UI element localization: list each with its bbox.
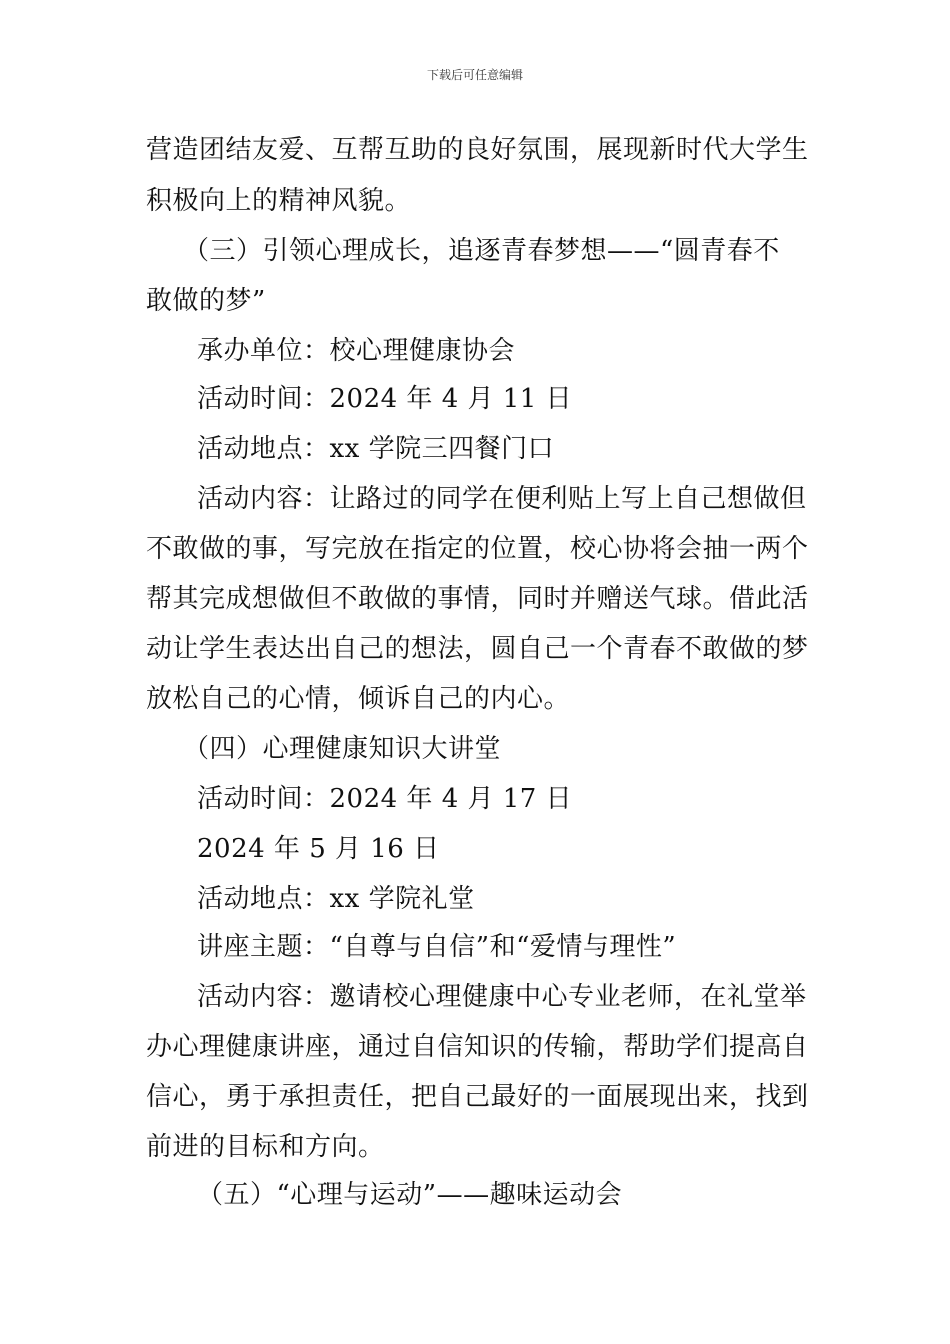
paragraph-line: 动让学生表达出自己的想法，圆自己一个青春不敢做的梦 [146,634,809,664]
section-heading-3-cont: 敢做的梦” [146,286,266,316]
paragraph-line: 积极向上的精神风貌。 [146,186,412,216]
paragraph-line: 信心，勇于承担责任，把自己最好的一面展现出来，找到 [146,1082,809,1112]
paragraph-line: 办心理健康讲座，通过自信知识的传输，帮助学们提高自 [146,1032,809,1062]
organizer-line: 承办单位：校心理健康协会 [197,336,516,366]
event-time-line: 活动时间：2024 年 4 月 11 日 [197,384,573,414]
event-content-line: 活动内容：让路过的同学在便利贴上写上自己想做但 [197,484,807,514]
download-note: 下载后可任意编辑 [426,68,523,82]
paragraph-line: 前进的目标和方向。 [146,1132,385,1162]
section-heading-4: （四）心理健康知识大讲堂 [183,734,502,764]
paragraph-line: 放松自己的心情，倾诉自己的内心。 [146,684,571,714]
section-heading-5: （五）“心理与运动”——趣味运动会 [197,1180,623,1210]
paragraph-line: 帮其完成想做但不敢做的事情，同时并赠送气球。借此活 [146,584,809,614]
section-heading-3: （三）引领心理成长，追逐青春梦想——“圆青春不 [183,236,780,266]
event-content-line: 活动内容：邀请校心理健康中心专业老师，在礼堂举 [197,982,807,1012]
event-time-line: 活动时间：2024 年 4 月 17 日 [197,784,573,814]
lecture-topic-line: 讲座主题：“自尊与自信”和“爱情与理性” [197,932,677,962]
paragraph-line: 营造团结友爱、互帮互助的良好氛围，展现新时代大学生 [146,135,809,165]
paragraph-line: 不敢做的事，写完放在指定的位置，校心协将会抽一两个 [146,534,809,564]
event-time-line-2: 2024 年 5 月 16 日 [197,834,440,864]
event-location-line: 活动地点：xx 学院三四餐门口 [197,434,555,464]
event-location-line: 活动地点：xx 学院礼堂 [197,884,475,914]
